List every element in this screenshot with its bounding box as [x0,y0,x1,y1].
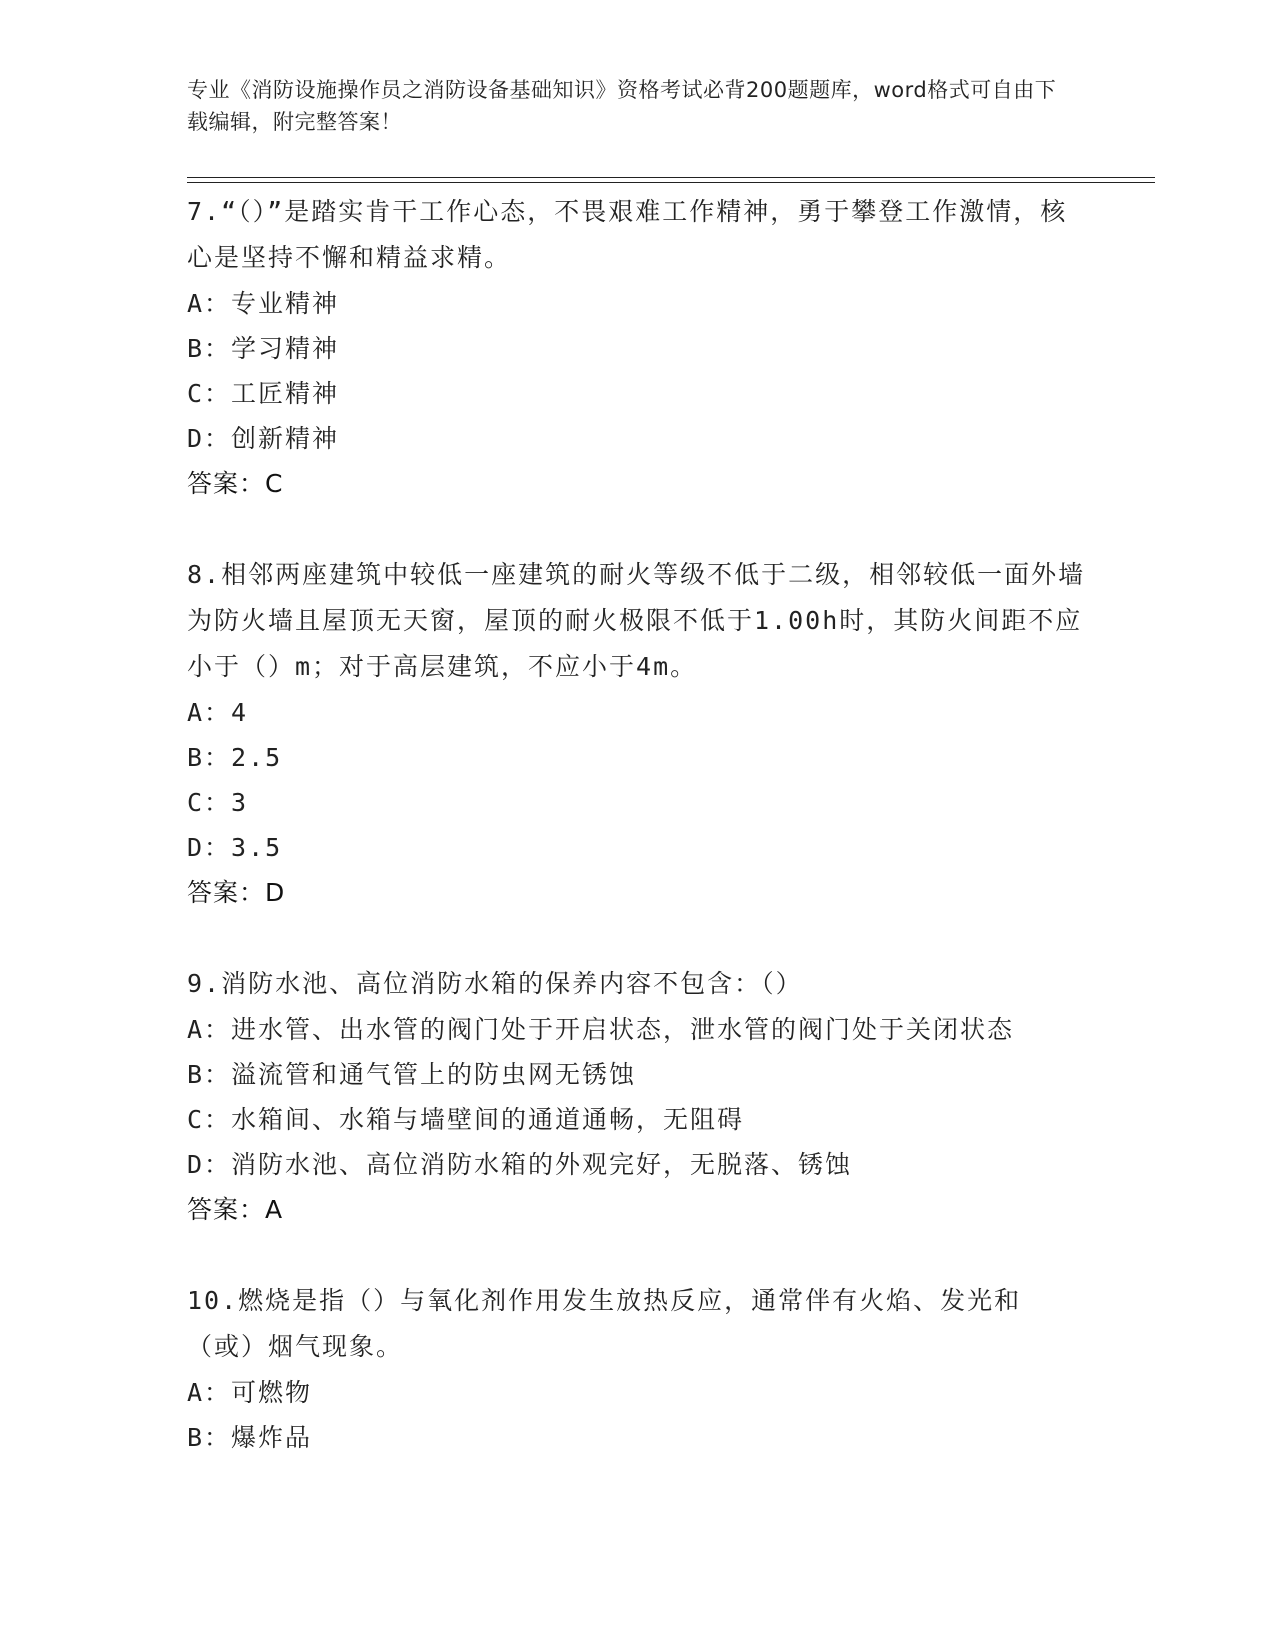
header-double-rule [187,177,1155,183]
question-10 [187,1278,1087,1460]
answer-line: 答案：C [187,469,284,498]
question-text: 7.“（）”是踏实肯干工作心态，不畏艰难工作精神，勇于攀登工作激情，核心是坚持不懈和精益求精。 [187,197,1068,272]
question-list [187,189,1087,1505]
option-c: C：3 [187,788,249,817]
question-8 [187,552,1087,916]
answer-line: 答案：A [187,1195,284,1224]
question-text: 10.燃烧是指（）与氧化剂作用发生放热反应，通常伴有火焰、发光和（或）烟气现象。 [187,1286,1022,1361]
option-c: C：水箱间、水箱与墙壁间的通道通畅，无阻碍 [187,1105,745,1134]
option-d: D：3.5 [187,833,283,862]
answer-line: 答案：D [187,878,286,907]
option-b: B：学习精神 [187,334,340,363]
option-a: A：进水管、出水管的阀门处于开启状态，泄水管的阀门处于关闭状态 [187,1015,1015,1044]
option-b: B：爆炸品 [187,1423,313,1452]
option-c: C：工匠精神 [187,379,340,408]
question-text: 8.相邻两座建筑中较低一座建筑的耐火等级不低于二级，相邻较低一面外墙为防火墙且屋顶无天窗，屋顶的耐火极限不低于1.00h时，其防火间距不应小于（）m；对于高层建筑，不应小于4m。 [187,560,1086,681]
question-7 [187,189,1087,507]
option-a: A：专业精神 [187,289,340,318]
option-a: A：4 [187,698,249,727]
option-d: D：创新精神 [187,424,340,453]
option-b: B：2.5 [187,743,283,772]
option-a: A：可燃物 [187,1378,313,1407]
document-header: 专业《消防设施操作员之消防设备基础知识》资格考试必背200题题库，word格式可自由下载编辑，附完整答案！ [187,78,1057,134]
option-b: B：溢流管和通气管上的防虫网无锈蚀 [187,1060,637,1089]
question-text: 9.消防水池、高位消防水箱的保养内容不包含：（） [187,969,803,998]
option-d: D：消防水池、高位消防水箱的外观完好，无脱落、锈蚀 [187,1150,853,1179]
question-9 [187,961,1087,1233]
